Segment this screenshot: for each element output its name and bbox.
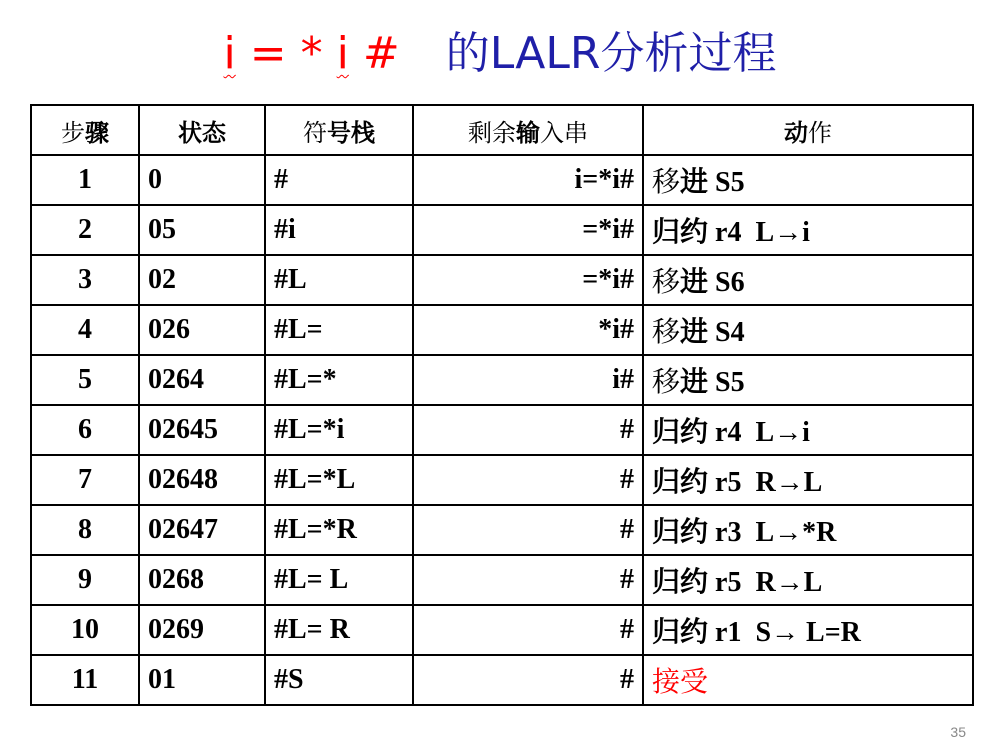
page-number: 35 — [950, 724, 966, 740]
cell-action — [643, 305, 973, 355]
slide-title — [0, 14, 1000, 94]
action-word-b: 约 — [680, 515, 709, 548]
header-action: 动作 — [643, 105, 973, 155]
cell-stack: # — [265, 155, 413, 205]
cell-action — [643, 505, 973, 555]
table-row — [31, 605, 973, 655]
table-row — [31, 205, 973, 255]
cell-step: 4 — [31, 305, 139, 355]
cell-step: 8 — [31, 505, 139, 555]
cell-step: 5 — [31, 355, 139, 405]
action-detail: S5 — [708, 367, 745, 398]
title-expr-hash: # — [362, 28, 400, 79]
cell-stack: #L= R — [265, 605, 413, 655]
cell-state: 02647 — [139, 505, 265, 555]
cell-step: 11 — [31, 655, 139, 705]
action-word-b: 约 — [680, 465, 709, 498]
cell-step: 2 — [31, 205, 139, 255]
cell-stack: #L=*L — [265, 455, 413, 505]
action-detail: r1 S→ L=R — [708, 617, 861, 648]
action-word-a: 归 — [652, 615, 681, 648]
cell-step: 6 — [31, 405, 139, 455]
cell-step: 7 — [31, 455, 139, 505]
cell-stack: #L=*i — [265, 405, 413, 455]
action-word-b: 约 — [680, 415, 709, 448]
cell-input: # — [413, 655, 643, 705]
cell-action — [643, 405, 973, 455]
action-word-b: 约 — [680, 565, 709, 598]
action-word-a: 归 — [652, 565, 681, 598]
cell-state: 02645 — [139, 405, 265, 455]
action-detail: S6 — [708, 267, 745, 298]
cell-action — [643, 355, 973, 405]
table-row — [31, 505, 973, 555]
cell-stack: #L=* — [265, 355, 413, 405]
action-word-a: 归 — [652, 415, 681, 448]
action-detail: r4 L→i — [708, 217, 810, 248]
table-row — [31, 555, 973, 605]
action-accept: 接受 — [652, 665, 709, 698]
action-word-b: 进 — [680, 315, 709, 348]
cell-input: # — [413, 555, 643, 605]
cell-action — [643, 605, 973, 655]
table-row — [31, 155, 973, 205]
cell-stack: #i — [265, 205, 413, 255]
title-expr-star: * — [300, 28, 323, 79]
table-row — [31, 305, 973, 355]
cell-state: 0264 — [139, 355, 265, 405]
cell-state: 026 — [139, 305, 265, 355]
cell-state: 01 — [139, 655, 265, 705]
action-word-b: 进 — [680, 365, 709, 398]
action-word-a: 移 — [652, 265, 681, 298]
table-row — [31, 355, 973, 405]
cell-step: 9 — [31, 555, 139, 605]
cell-action — [643, 655, 973, 705]
action-detail: S5 — [708, 167, 745, 198]
cell-stack: #S — [265, 655, 413, 705]
cell-state: 02648 — [139, 455, 265, 505]
action-detail: r4 L→i — [708, 417, 810, 448]
cell-action — [643, 205, 973, 255]
action-word-b: 约 — [680, 615, 709, 648]
cell-step: 3 — [31, 255, 139, 305]
action-detail: r5 R→L — [708, 567, 823, 598]
cell-input: *i# — [413, 305, 643, 355]
cell-input: # — [413, 405, 643, 455]
title-expr-i2: i — [336, 28, 349, 79]
title-text: 的LALR分析过程 — [445, 28, 777, 79]
lalr-table — [30, 104, 974, 706]
action-detail: S4 — [708, 317, 745, 348]
cell-stack: #L= — [265, 305, 413, 355]
action-word-a: 归 — [652, 215, 681, 248]
cell-state: 0269 — [139, 605, 265, 655]
cell-input: =*i# — [413, 255, 643, 305]
header-state: 状态 — [139, 105, 265, 155]
cell-input: # — [413, 605, 643, 655]
cell-state: 05 — [139, 205, 265, 255]
action-word-a: 移 — [652, 365, 681, 398]
action-detail: r3 L→*R — [708, 517, 837, 548]
table-row — [31, 405, 973, 455]
cell-action — [643, 555, 973, 605]
title-expr-i1: i — [223, 28, 236, 79]
table-header-row — [31, 105, 973, 155]
action-word-a: 归 — [652, 465, 681, 498]
cell-state: 02 — [139, 255, 265, 305]
title-expression — [224, 28, 414, 79]
cell-input: =*i# — [413, 205, 643, 255]
action-detail: r5 R→L — [708, 467, 823, 498]
cell-input: i=*i# — [413, 155, 643, 205]
cell-action — [643, 455, 973, 505]
cell-input: # — [413, 505, 643, 555]
cell-state: 0268 — [139, 555, 265, 605]
cell-step: 1 — [31, 155, 139, 205]
cell-action — [643, 255, 973, 305]
cell-state: 0 — [139, 155, 265, 205]
action-word-a: 移 — [652, 315, 681, 348]
action-word-a: 归 — [652, 515, 681, 548]
table-row — [31, 455, 973, 505]
header-input: 剩余输入串 — [413, 105, 643, 155]
action-word-a: 移 — [652, 165, 681, 198]
cell-stack: #L — [265, 255, 413, 305]
table-row — [31, 255, 973, 305]
header-stack: 符号栈 — [265, 105, 413, 155]
header-step: 步骤 — [31, 105, 139, 155]
title-expr-eq: = — [249, 28, 287, 79]
action-word-b: 进 — [680, 265, 709, 298]
cell-input: # — [413, 455, 643, 505]
action-word-b: 约 — [680, 215, 709, 248]
table-row — [31, 655, 973, 705]
cell-input: i# — [413, 355, 643, 405]
cell-stack: #L= L — [265, 555, 413, 605]
cell-step: 10 — [31, 605, 139, 655]
cell-action — [643, 155, 973, 205]
action-word-b: 进 — [680, 165, 709, 198]
cell-stack: #L=*R — [265, 505, 413, 555]
